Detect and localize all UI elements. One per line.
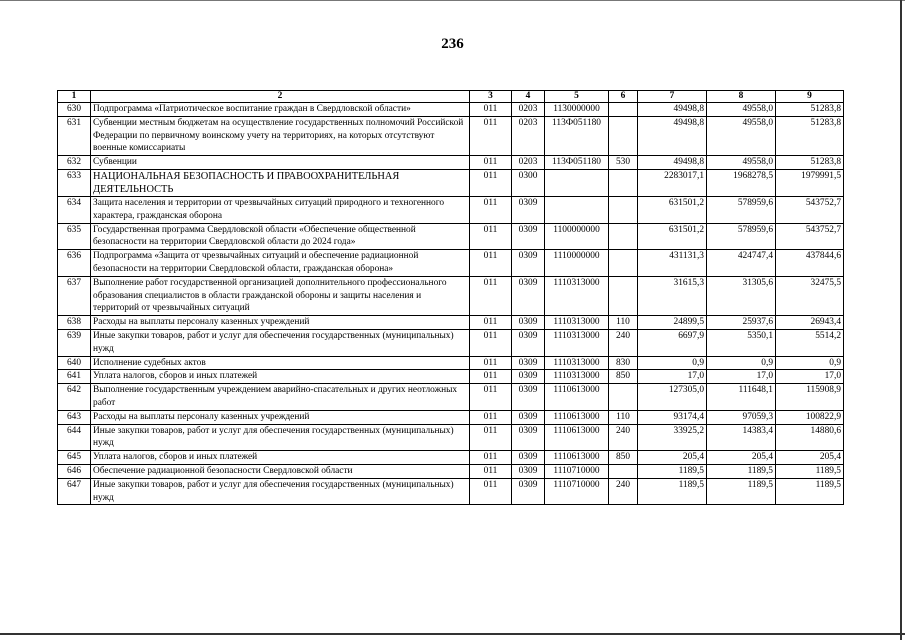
amount-col9-cell: 14880,6 [776,424,844,451]
amount-col7-cell: 127305,0 [638,384,707,411]
header-cell: 6 [609,91,638,103]
row-name-cell: Иные закупки товаров, работ и услуг для обеспечения государственных (муниципальных) нужд [91,329,470,356]
ministry-code-cell: 011 [470,410,512,424]
target-article-cell: 1110313000 [545,370,609,384]
amount-col9-cell: 1979991,5 [776,169,844,196]
target-article-cell: 1110710000 [545,464,609,478]
amount-col7-cell: 6697,9 [638,329,707,356]
amount-col8-cell: 578959,6 [707,223,776,250]
target-article-cell: 1110313000 [545,356,609,370]
table-row [58,356,844,370]
amount-col8-cell: 1189,5 [707,464,776,478]
section-code-cell: 0203 [512,156,545,170]
amount-col7-cell: 49498,8 [638,156,707,170]
expense-type-cell: 830 [609,356,638,370]
amount-col9-cell: 543752,7 [776,196,844,223]
row-number-cell: 647 [58,478,91,505]
amount-col8-cell: 1968278,5 [707,169,776,196]
page-number: 236 [441,36,464,52]
amount-col7-cell: 24899,5 [638,316,707,330]
target-article-cell: 1100000000 [545,223,609,250]
table-row [58,156,844,170]
table-row [58,410,844,424]
target-article-cell: 1110613000 [545,410,609,424]
amount-col7-cell: 431131,3 [638,250,707,277]
section-code-cell: 0309 [512,329,545,356]
amount-col7-cell: 33925,2 [638,424,707,451]
ministry-code-cell: 011 [470,370,512,384]
header-cell: 5 [545,91,609,103]
amount-col8-cell: 97059,3 [707,410,776,424]
amount-col7-cell: 31615,3 [638,276,707,315]
amount-col8-cell: 111648,1 [707,384,776,411]
table-row [58,103,844,117]
amount-col7-cell: 205,4 [638,451,707,465]
target-article-cell: 113Ф051180 [545,156,609,170]
header-cell: 8 [707,91,776,103]
row-number-cell: 645 [58,451,91,465]
table-row [58,478,844,505]
table-row [58,384,844,411]
amount-col8-cell: 31305,6 [707,276,776,315]
row-number-cell: 637 [58,276,91,315]
table-row [58,424,844,451]
expense-type-cell [609,250,638,277]
target-article-cell: 113Ф051180 [545,116,609,155]
amount-col7-cell: 631501,2 [638,196,707,223]
amount-col9-cell: 115908,9 [776,384,844,411]
expense-type-cell: 240 [609,424,638,451]
ministry-code-cell: 011 [470,356,512,370]
row-name-cell: Защита населения и территории от чрезвычайных ситуаций природного и техногенного характера, гражданская оборона [91,196,470,223]
ministry-code-cell: 011 [470,103,512,117]
amount-col9-cell: 32475,5 [776,276,844,315]
row-number-cell: 644 [58,424,91,451]
target-article-cell [545,169,609,196]
table-row [58,329,844,356]
expense-type-cell: 240 [609,478,638,505]
section-code-cell: 0309 [512,196,545,223]
amount-col9-cell: 543752,7 [776,223,844,250]
expense-type-cell [609,384,638,411]
expense-type-cell [609,103,638,117]
row-name-cell: Иные закупки товаров, работ и услуг для обеспечения государственных (муниципальных) нужд [91,424,470,451]
expense-type-cell: 850 [609,451,638,465]
row-number-cell: 630 [58,103,91,117]
expense-type-cell [609,464,638,478]
target-article-cell: 1110313000 [545,329,609,356]
expense-type-cell: 530 [609,156,638,170]
section-code-cell: 0300 [512,169,545,196]
row-number-cell: 641 [58,370,91,384]
table-row [58,250,844,277]
row-number-cell: 632 [58,156,91,170]
section-code-cell: 0203 [512,116,545,155]
target-article-cell: 1110613000 [545,384,609,411]
row-name-cell: Выполнение государственным учреждением аварийно-спасательных и других неотложных работ [91,384,470,411]
section-code-cell: 0309 [512,250,545,277]
target-article-cell: 1110613000 [545,424,609,451]
amount-col9-cell: 17,0 [776,370,844,384]
section-code-cell: 0309 [512,276,545,315]
header-cell: 4 [512,91,545,103]
expense-type-cell [609,276,638,315]
amount-col7-cell: 2283017,1 [638,169,707,196]
row-number-cell: 639 [58,329,91,356]
amount-col8-cell: 25937,6 [707,316,776,330]
ministry-code-cell: 011 [470,329,512,356]
amount-col8-cell: 17,0 [707,370,776,384]
amount-col7-cell: 93174,4 [638,410,707,424]
section-code-cell: 0309 [512,410,545,424]
amount-col9-cell: 26943,4 [776,316,844,330]
amount-col7-cell: 0,9 [638,356,707,370]
row-name-cell: Подпрограмма «Патриотическое воспитание граждан в Свердловской области» [91,103,470,117]
amount-col9-cell: 437844,6 [776,250,844,277]
row-name-cell: НАЦИОНАЛЬНАЯ БЕЗОПАСНОСТЬ И ПРАВООХРАНИТЕЛЬНАЯ ДЕЯТЕЛЬНОСТЬ [91,169,470,196]
row-number-cell: 638 [58,316,91,330]
scan-right-edge [900,0,902,640]
row-name-cell: Расходы на выплаты персоналу казенных учреждений [91,410,470,424]
header-cell: 9 [776,91,844,103]
expense-type-cell [609,169,638,196]
row-name-cell: Выполнение работ государственной организацией дополнительного профессионального образования специалистов в области гражданской обороны и защиты населения и территорий от чрезвычайных ситуаций [91,276,470,315]
scan-top-edge [0,0,905,4]
amount-col8-cell: 49558,0 [707,156,776,170]
row-number-cell: 640 [58,356,91,370]
row-number-cell: 634 [58,196,91,223]
expense-type-cell [609,116,638,155]
amount-col7-cell: 17,0 [638,370,707,384]
amount-col7-cell: 49498,8 [638,116,707,155]
amount-col8-cell: 424747,4 [707,250,776,277]
row-number-cell: 631 [58,116,91,155]
ministry-code-cell: 011 [470,250,512,277]
amount-col9-cell: 205,4 [776,451,844,465]
row-name-cell: Государственная программа Свердловской области «Обеспечение общественной безопасности на территории Свердловской области до 2024 года» [91,223,470,250]
section-code-cell: 0309 [512,316,545,330]
expense-type-cell: 110 [609,410,638,424]
ministry-code-cell: 011 [470,169,512,196]
row-name-cell: Уплата налогов, сборов и иных платежей [91,451,470,465]
row-number-cell: 642 [58,384,91,411]
amount-col9-cell: 1189,5 [776,464,844,478]
row-name-cell: Исполнение судебных актов [91,356,470,370]
row-name-cell: Подпрограмма «Защита от чрезвычайных ситуаций и обеспечение радиационной безопасности на территории Свердловской области, гражданская оборона» [91,250,470,277]
row-name-cell: Субвенции [91,156,470,170]
amount-col8-cell: 1189,5 [707,478,776,505]
amount-col9-cell: 5514,2 [776,329,844,356]
table-row [58,316,844,330]
target-article-cell: 1110000000 [545,250,609,277]
amount-col7-cell: 631501,2 [638,223,707,250]
table-row [58,169,844,196]
amount-col8-cell: 0,9 [707,356,776,370]
row-number-cell: 646 [58,464,91,478]
section-code-cell: 0309 [512,424,545,451]
amount-col8-cell: 14383,4 [707,424,776,451]
ministry-code-cell: 011 [470,116,512,155]
ministry-code-cell: 011 [470,478,512,505]
row-number-cell: 636 [58,250,91,277]
expense-type-cell: 110 [609,316,638,330]
section-code-cell: 0309 [512,370,545,384]
ministry-code-cell: 011 [470,451,512,465]
ministry-code-cell: 011 [470,276,512,315]
section-code-cell: 0309 [512,451,545,465]
ministry-code-cell: 011 [470,464,512,478]
amount-col9-cell: 1189,5 [776,478,844,505]
section-code-cell: 0309 [512,464,545,478]
row-number-cell: 643 [58,410,91,424]
section-code-cell: 0309 [512,356,545,370]
scan-bottom-edge [0,633,905,635]
row-number-cell: 635 [58,223,91,250]
row-name-cell: Иные закупки товаров, работ и услуг для обеспечения государственных (муниципальных) нужд [91,478,470,505]
ministry-code-cell: 011 [470,384,512,411]
amount-col8-cell: 49558,0 [707,116,776,155]
header-cell: 3 [470,91,512,103]
table-row [58,223,844,250]
ministry-code-cell: 011 [470,424,512,451]
ministry-code-cell: 011 [470,223,512,250]
target-article-cell [545,196,609,223]
table-row [58,276,844,315]
amount-col9-cell: 51283,8 [776,116,844,155]
expense-type-cell [609,196,638,223]
header-cell: 1 [58,91,91,103]
row-name-cell: Субвенции местным бюджетам на осуществление государственных полномочий Российской Федерации по первичному воинскому учету на территориях, на которых отсутствуют военные комиссариаты [91,116,470,155]
amount-col9-cell: 51283,8 [776,156,844,170]
amount-col7-cell: 1189,5 [638,478,707,505]
header-cell: 2 [91,91,470,103]
table-row [58,451,844,465]
ministry-code-cell: 011 [470,316,512,330]
amount-col9-cell: 100822,9 [776,410,844,424]
target-article-cell: 1110710000 [545,478,609,505]
table-body [58,103,844,505]
row-name-cell: Обеспечение радиационной безопасности Свердловской области [91,464,470,478]
expense-type-cell: 850 [609,370,638,384]
amount-col8-cell: 578959,6 [707,196,776,223]
budget-table [57,90,844,505]
expense-type-cell [609,223,638,250]
section-code-cell: 0309 [512,384,545,411]
amount-col7-cell: 1189,5 [638,464,707,478]
target-article-cell: 1110313000 [545,276,609,315]
ministry-code-cell: 011 [470,156,512,170]
row-name-cell: Уплата налогов, сборов и иных платежей [91,370,470,384]
section-code-cell: 0309 [512,478,545,505]
target-article-cell: 1130000000 [545,103,609,117]
row-number-cell: 633 [58,169,91,196]
table-row [58,196,844,223]
amount-col8-cell: 49558,0 [707,103,776,117]
table-header-row [58,91,844,103]
ministry-code-cell: 011 [470,196,512,223]
header-cell: 7 [638,91,707,103]
target-article-cell: 1110613000 [545,451,609,465]
section-code-cell: 0203 [512,103,545,117]
amount-col7-cell: 49498,8 [638,103,707,117]
amount-col8-cell: 205,4 [707,451,776,465]
table-row [58,464,844,478]
table-row [58,116,844,155]
table-row [58,370,844,384]
expense-type-cell: 240 [609,329,638,356]
amount-col9-cell: 51283,8 [776,103,844,117]
row-name-cell: Расходы на выплаты персоналу казенных учреждений [91,316,470,330]
target-article-cell: 1110313000 [545,316,609,330]
amount-col8-cell: 5350,1 [707,329,776,356]
section-code-cell: 0309 [512,223,545,250]
amount-col9-cell: 0,9 [776,356,844,370]
